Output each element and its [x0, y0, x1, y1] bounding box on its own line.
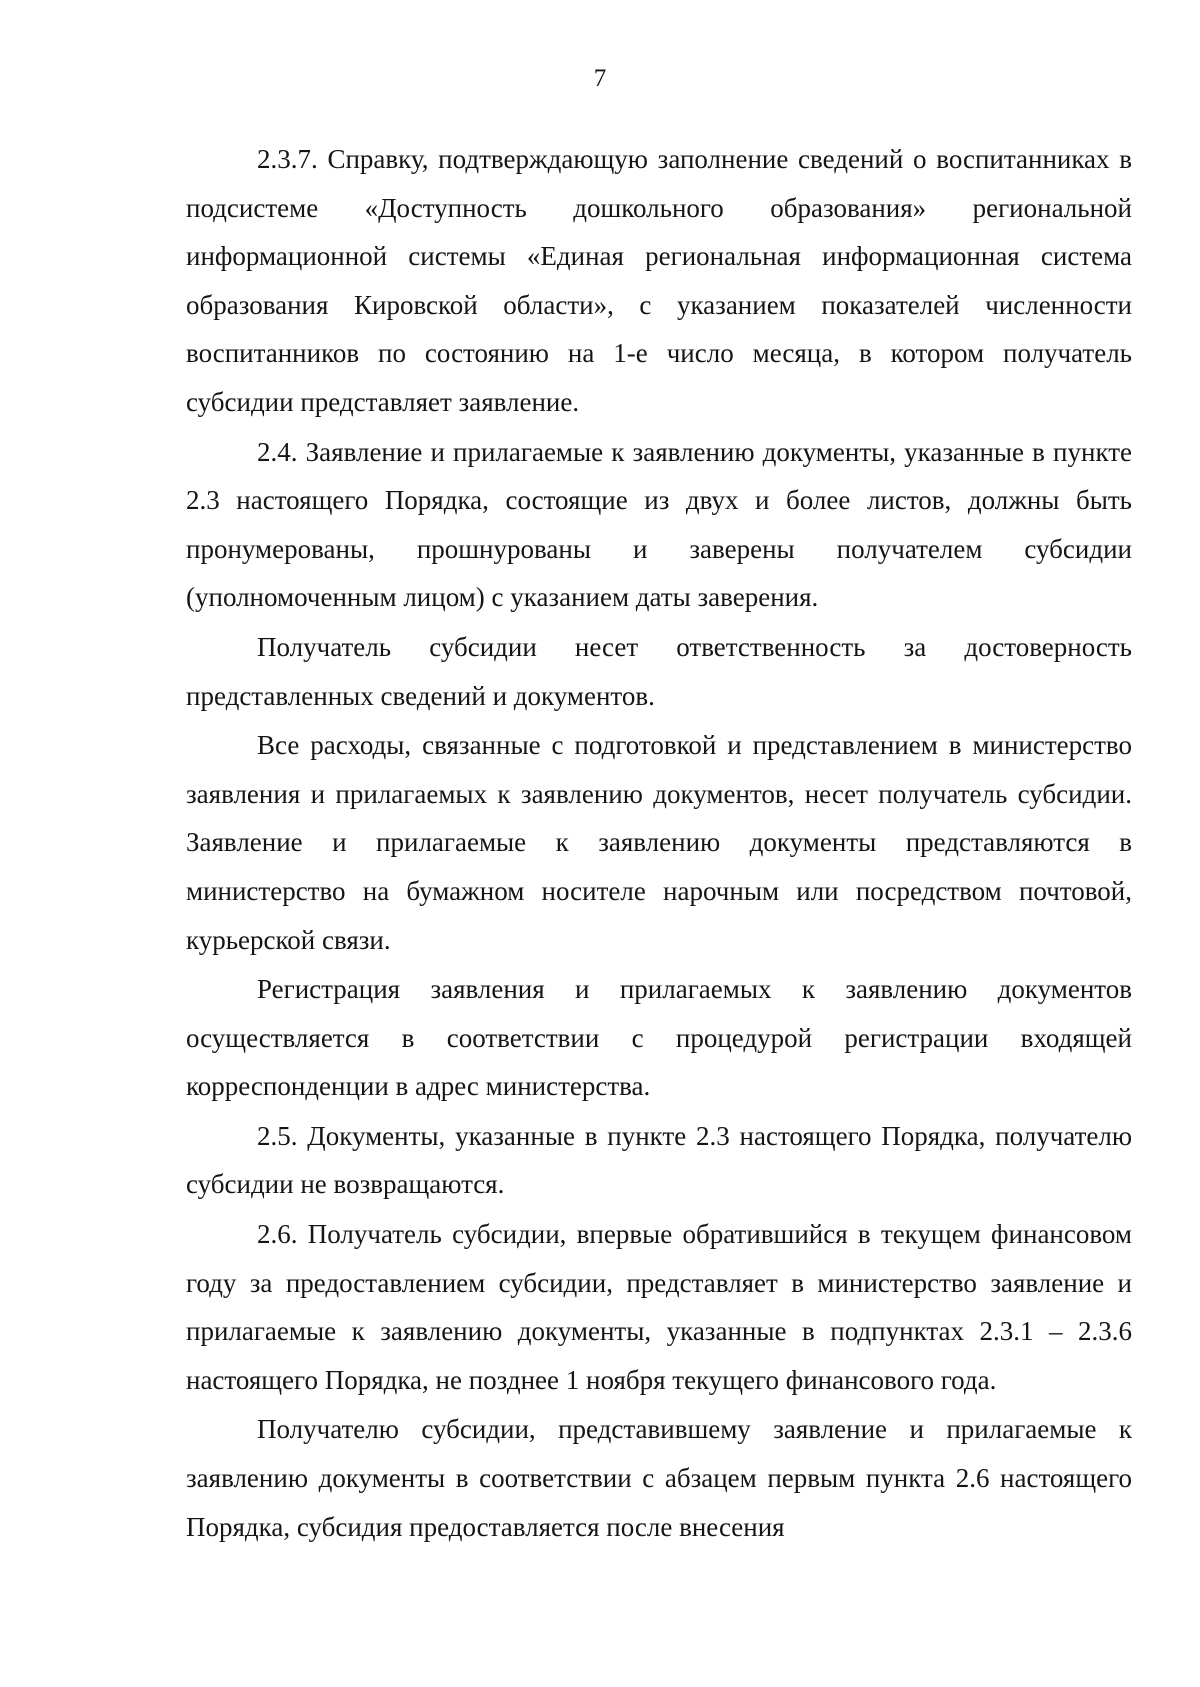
paragraph-2-3-7: 2.3.7. Справку, подтверждающую заполнение сведений о воспитанниках в подсистеме «Доступность дошкольного образования» региональной информационной системы «Единая региональная информационная система образования Кировской области», с указанием показателей численности воспитанников по состоянию на 1-е число месяца, в котором получатель субсидии представляет заявление.	[186, 144, 1132, 417]
paragraph-expenses: Все расходы, связанные с подготовкой и представлением в министерство заявления и прилагаемых к заявлению документов, несет получатель субсидии. Заявление и прилагаемые к заявлению документы представляются в министерство на бумажном носителе нарочным или посредством почтовой, курьерской связи.	[186, 730, 1132, 955]
document-body	[186, 135, 1132, 1551]
paragraph-2-5: 2.5. Документы, указанные в пункте 2.3 настоящего Порядка, получателю субсидии не возвращаются.	[186, 1120, 1132, 1200]
paragraph-2-4: 2.4. Заявление и прилагаемые к заявлению документы, указанные в пункте 2.3 настоящего Порядка, состоящие из двух и более листов, должны быть пронумерованы, прошнурованы и заверены получателем субсидии (уполномоченным лицом) с указанием даты заверения.	[186, 436, 1132, 613]
page-number: 7	[593, 65, 607, 92]
paragraph-2-6: 2.6. Получатель субсидии, впервые обратившийся в текущем финансовом году за предоставлением субсидии, представляет в министерство заявление и прилагаемые к заявлению документы, указанные в подпунктах 2.3.1 – 2.3.6 настоящего Порядка, не позднее 1 ноября текущего финансового года.	[186, 1219, 1132, 1395]
paragraph-registration: Регистрация заявления и прилагаемых к заявлению документов осуществляется в соответствии с процедурой регистрации входящей корреспонденции в адрес министерства.	[186, 974, 1132, 1102]
paragraph-2-6-continuation: Получателю субсидии, представившему заявление и прилагаемые к заявлению документы в соответствии с абзацем первым пункта 2.6 настоящего Порядка, субсидия предоставляется после внесения	[186, 1414, 1132, 1542]
paragraph-responsibility: Получатель субсидии несет ответственность за достоверность представленных сведений и документов.	[186, 631, 1132, 711]
